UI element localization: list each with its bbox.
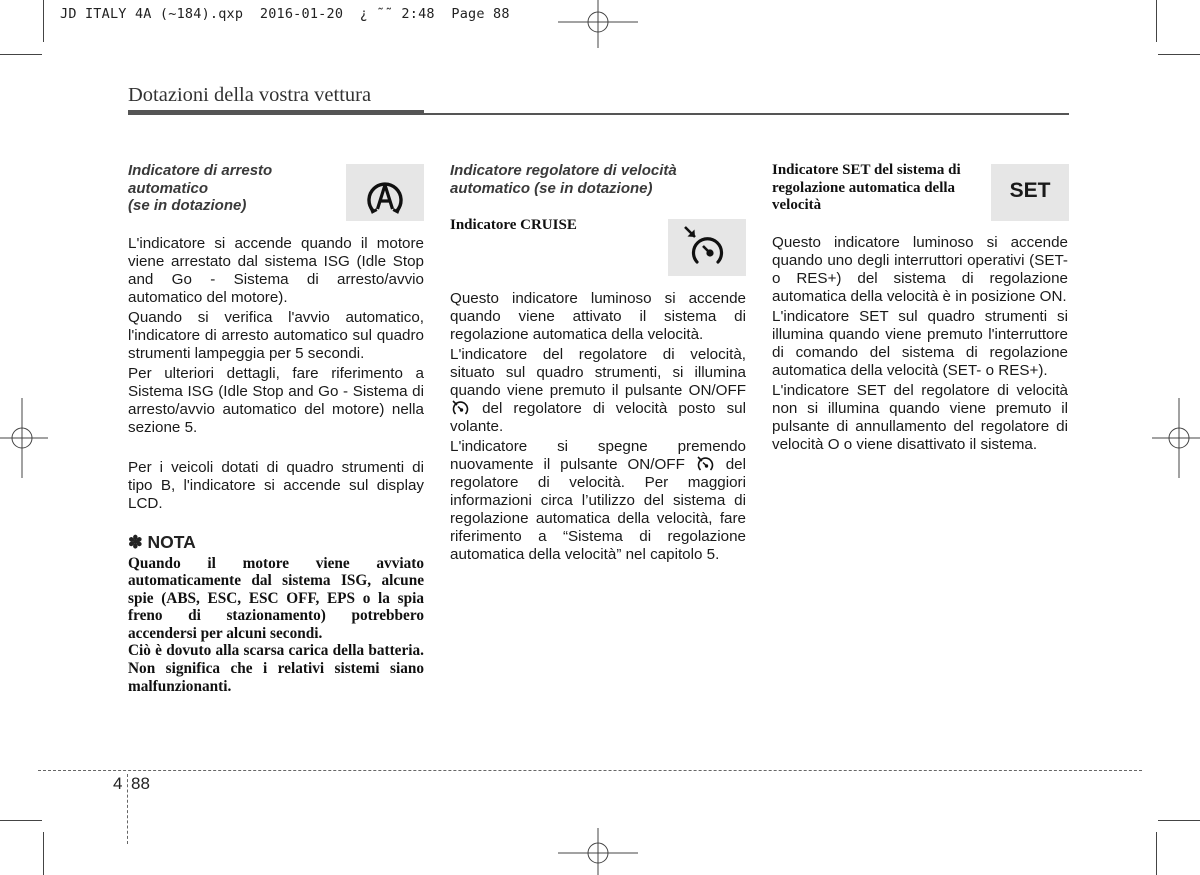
cruise-indicator-icon xyxy=(668,219,746,276)
registration-mark-bottom xyxy=(558,828,638,875)
crop-mark xyxy=(1158,820,1200,821)
title-rule xyxy=(128,110,424,115)
nota-title: ✽ NOTA xyxy=(128,531,196,552)
column-auto-stop xyxy=(128,162,424,695)
nota-paragraph: Ciò è dovuto alla scarsa carica della batteria. Non significa che i relativi sistemi siano malfunzionanti. xyxy=(128,642,424,695)
paragraph: Questo indicatore luminoso si accende quando viene attivato il sistema di regolazione automatica della velocità. xyxy=(450,289,746,343)
paragraph: L'indicatore SET del regolatore di velocità non si illumina quando viene premuto il pulsante di annullamento del regolatore di velocità O o viene disattivato il sistema. xyxy=(772,381,1068,453)
paragraph: L'indicatore si accende quando il motore viene arrestato dal sistema ISG (Idle Stop and Go - Sistema di arresto/avvio automatico del motore). xyxy=(128,234,424,306)
title-rule xyxy=(424,113,1069,115)
cruise-button-icon xyxy=(452,400,469,416)
paragraph: Per i veicoli dotati di quadro strumenti di tipo B, l'indicatore si accende sul display LCD. xyxy=(128,458,424,512)
footer-rule xyxy=(38,770,1142,771)
print-slug: JD ITALY 4A (~184).qxp 2016-01-20 ¿ ˜˜ 2:48 Page 88 xyxy=(60,6,510,22)
auto-stop-indicator-icon xyxy=(346,164,424,221)
cruise-icon-box xyxy=(668,219,746,276)
auto-stop-icon-box xyxy=(346,164,424,221)
crop-mark xyxy=(43,0,44,42)
cruise-subheading: Indicatore CRUISE xyxy=(450,217,577,233)
section-title: Dotazioni della vostra vettura xyxy=(128,84,372,106)
auto-stop-heading: Indicatore di arresto automatico (se in dotazione) xyxy=(128,162,273,214)
crop-mark xyxy=(43,832,44,875)
set-heading: Indicatore SET del sistema di regolazione automatica della velocità xyxy=(772,162,961,213)
paragraph: Per ulteriori dettagli, fare riferimento a Sistema ISG (Idle Stop and Go - Sistema di arresto/avvio automatico del motore) nella sezione 5. xyxy=(128,364,424,436)
footer-divider xyxy=(127,774,128,844)
crop-mark xyxy=(1156,0,1157,42)
paragraph: Quando si verifica l'avvio automatico, l'indicatore di arresto automatico sul quadro strumenti lampeggia per 5 secondi. xyxy=(128,308,424,362)
crop-mark xyxy=(1156,832,1157,875)
crop-mark xyxy=(0,54,42,55)
paragraph: L'indicatore SET sul quadro strumenti si illumina quando viene premuto l'interruttore di comando del sistema di regolazione automatica della velocità (SET- o RES+). xyxy=(772,307,1068,379)
set-icon-box xyxy=(991,164,1069,221)
paragraph: Questo indicatore luminoso si accende quando uno degli interruttori operativi (SET- o RES+) del sistema di regolazione automatica della velocità è in posizione ON. xyxy=(772,233,1068,305)
nota-paragraph: Quando il motore viene avviato automaticamente dal sistema ISG, alcune spie (ABS, ESC, ESC OFF, EPS o la spia freno di stazionamento) potrebbero accendersi per alcuni secondi. xyxy=(128,554,424,642)
registration-mark-right xyxy=(1152,398,1200,478)
set-indicator-icon: SET xyxy=(1009,179,1051,202)
crop-mark xyxy=(1158,54,1200,55)
paragraph: L'indicatore si spegne premendo nuovamente il pulsante ON/OFF del regolatore di velocità. Per maggiori informazioni circa l’utilizzo del sistema di regolazione automatica della velocità, fare riferimento a “Sistema di regolazione automatica della velocità” nel capitolo 5. xyxy=(450,437,746,563)
page-number: 88 xyxy=(131,774,150,793)
cruise-heading: Indicatore regolatore di velocità automatico (se in dotazione) xyxy=(450,162,677,197)
cruise-button-icon xyxy=(697,456,714,472)
chapter-number: 4 xyxy=(113,774,123,793)
crop-mark xyxy=(0,820,42,821)
registration-mark-left xyxy=(0,398,48,478)
registration-mark-top xyxy=(558,0,638,48)
paragraph: L'indicatore del regolatore di velocità, situato sul quadro strumenti, si illumina quando viene premuto il pulsante ON/OFF del regolatore di velocità posto sul volante. xyxy=(450,345,746,435)
